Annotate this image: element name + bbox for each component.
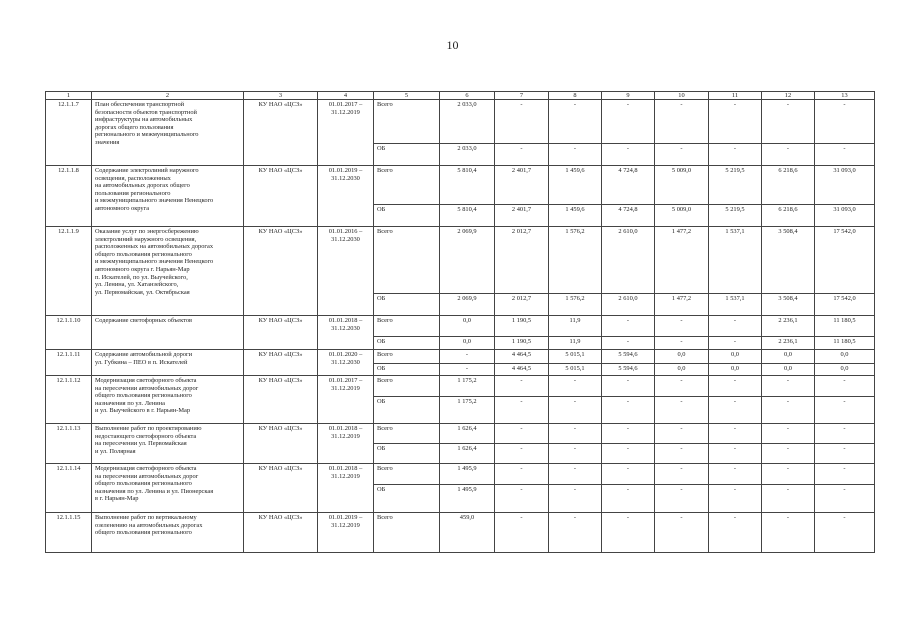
amount-cell: 0,0 [762, 350, 815, 364]
amount-cell: - [495, 424, 549, 444]
amount-cell: - [602, 513, 655, 553]
amount-cell: - [602, 397, 655, 424]
row-number: 12.1.1.7 [46, 100, 92, 166]
amount-cell: 3 508,4 [762, 227, 815, 294]
funding-source: ОБ [374, 485, 440, 513]
amount-cell: 11,9 [549, 316, 602, 337]
amount-cell: 6 218,6 [762, 205, 815, 227]
amount-cell: - [762, 485, 815, 513]
header-cell: 1 [46, 92, 92, 100]
funding-source: Всего [374, 100, 440, 144]
funding-source: ОБ [374, 205, 440, 227]
amount-cell: - [815, 376, 875, 397]
amount-cell: - [549, 144, 602, 166]
period: 01.01.2016 – 31.12.2030 [318, 227, 374, 316]
amount-cell: - [495, 376, 549, 397]
amount-cell: 2 033,0 [440, 100, 495, 144]
period: 01.01.2018 – 31.12.2019 [318, 424, 374, 464]
amount-cell: - [602, 316, 655, 337]
row-number: 12.1.1.11 [46, 350, 92, 376]
header-cell: 9 [602, 92, 655, 100]
amount-cell: - [602, 444, 655, 464]
header-cell: 2 [92, 92, 244, 100]
activity-name: Выполнение работ по вертикальному озеленению на автомобильных дорогах общего пользования регионального [92, 513, 244, 553]
amount-cell: 2 033,0 [440, 144, 495, 166]
row-number: 12.1.1.15 [46, 513, 92, 553]
funding-source: ОБ [374, 364, 440, 376]
funding-source: ОБ [374, 144, 440, 166]
header-cell: 12 [762, 92, 815, 100]
amount-cell: 2 069,9 [440, 294, 495, 316]
header-cell: 3 [244, 92, 318, 100]
amount-cell: - [815, 513, 875, 553]
amount-cell: 2 401,7 [495, 205, 549, 227]
executor: КУ НАО «ЦСЗ» [244, 350, 318, 376]
period: 01.01.2020 – 31.12.2030 [318, 350, 374, 376]
funding-source: Всего [374, 350, 440, 364]
amount-cell: - [655, 376, 709, 397]
header-row [46, 92, 875, 100]
amount-cell: 0,0 [440, 316, 495, 337]
amount-cell: 1 175,2 [440, 376, 495, 397]
executor: КУ НАО «ЦСЗ» [244, 227, 318, 316]
amount-cell: - [495, 513, 549, 553]
amount-cell: - [762, 100, 815, 144]
amount-cell: - [815, 424, 875, 444]
amount-cell: - [602, 144, 655, 166]
funding-source: Всего [374, 513, 440, 553]
amount-cell: 5 009,0 [655, 166, 709, 205]
funding-source: ОБ [374, 294, 440, 316]
funding-source: Всего [374, 376, 440, 397]
amount-cell: - [602, 337, 655, 350]
amount-cell: 4 464,5 [495, 350, 549, 364]
header-cell: 8 [549, 92, 602, 100]
amount-cell: 1 190,5 [495, 337, 549, 350]
executor: КУ НАО «ЦСЗ» [244, 166, 318, 227]
amount-cell: 4 464,5 [495, 364, 549, 376]
amount-cell: 0,0 [762, 364, 815, 376]
amount-cell: 2 069,9 [440, 227, 495, 294]
amount-cell: - [815, 464, 875, 485]
amount-cell: - [655, 464, 709, 485]
amount-cell: - [709, 397, 762, 424]
executor: КУ НАО «ЦСЗ» [244, 100, 318, 166]
row-number: 12.1.1.13 [46, 424, 92, 464]
amount-cell: - [655, 397, 709, 424]
amount-cell: - [655, 485, 709, 513]
activity-name: Содержание автомобильной дороги ул. Губкина – ПЕО в п. Искателей [92, 350, 244, 376]
amount-cell: - [762, 444, 815, 464]
table-row [46, 376, 875, 397]
amount-cell: - [602, 464, 655, 485]
amount-cell: 2 610,0 [602, 227, 655, 294]
amount-cell: 2 236,1 [762, 316, 815, 337]
funding-source: Всего [374, 316, 440, 337]
amount-cell: - [655, 444, 709, 464]
amount-cell: - [549, 424, 602, 444]
amount-cell: - [762, 464, 815, 485]
amount-cell: 1 576,2 [549, 227, 602, 294]
amount-cell: 2 012,7 [495, 227, 549, 294]
amount-cell: 11 180,5 [815, 337, 875, 350]
amount-cell: - [602, 424, 655, 444]
header-cell: 11 [709, 92, 762, 100]
amount-cell: 5 219,5 [709, 205, 762, 227]
amount-cell: 0,0 [815, 364, 875, 376]
header-cell: 6 [440, 92, 495, 100]
amount-cell: - [495, 464, 549, 485]
amount-cell: - [495, 485, 549, 513]
amount-cell: 5 219,5 [709, 166, 762, 205]
table-row [46, 464, 875, 485]
amount-cell: - [440, 350, 495, 364]
amount-cell: - [549, 376, 602, 397]
amount-cell: 1 537,1 [709, 227, 762, 294]
amount-cell: - [495, 144, 549, 166]
row-number: 12.1.1.10 [46, 316, 92, 350]
amount-cell: - [602, 376, 655, 397]
amount-cell: - [602, 100, 655, 144]
funding-source: ОБ [374, 397, 440, 424]
page-number: 10 [446, 38, 459, 52]
executor: КУ НАО «ЦСЗ» [244, 376, 318, 424]
amount-cell: - [655, 337, 709, 350]
amount-cell: - [815, 144, 875, 166]
amount-cell: 2 236,1 [762, 337, 815, 350]
row-number: 12.1.1.12 [46, 376, 92, 424]
amount-cell: 0,0 [709, 350, 762, 364]
amount-cell: 0,0 [655, 350, 709, 364]
amount-cell: - [762, 376, 815, 397]
activity-name: План обеспечения транспортной безопасности объектов транспортной инфраструктуры на автомобильных дорогах общего пользования регионального и межмуниципального значения [92, 100, 244, 166]
amount-cell: - [655, 144, 709, 166]
amount-cell: - [815, 397, 875, 424]
amount-cell: 3 508,4 [762, 294, 815, 316]
amount-cell: - [602, 485, 655, 513]
amount-cell: - [709, 316, 762, 337]
executor: КУ НАО «ЦСЗ» [244, 513, 318, 553]
amount-cell: - [709, 337, 762, 350]
amount-cell: - [495, 444, 549, 464]
amount-cell: - [815, 100, 875, 144]
row-number: 12.1.1.8 [46, 166, 92, 227]
amount-cell: 5 015,1 [549, 350, 602, 364]
amount-cell: 1 459,6 [549, 166, 602, 205]
funding-source: ОБ [374, 337, 440, 350]
row-number: 12.1.1.14 [46, 464, 92, 513]
amount-cell: 1 537,1 [709, 294, 762, 316]
amount-cell: - [440, 364, 495, 376]
activity-name: Оказание услуг по энергосбережению электролиний наружного освещения, расположенных на автомобильных дорогах общего пользования регионального и межмуниципального значения Ненецкого автономного округа г. Нарьян-Мар п. Искателей, по ул. Выучейского, ул. Ленина, ул. Хатанзейского, ул. Первомайская, ул. Октябрьская [92, 227, 244, 316]
header-cell: 7 [495, 92, 549, 100]
period: 01.01.2017 – 31.12.2019 [318, 376, 374, 424]
table-row [46, 513, 875, 553]
amount-cell: 31 093,0 [815, 166, 875, 205]
amount-cell: 1 459,6 [549, 205, 602, 227]
executor: КУ НАО «ЦСЗ» [244, 316, 318, 350]
amount-cell: 1 175,2 [440, 397, 495, 424]
amount-cell: 1 576,2 [549, 294, 602, 316]
amount-cell: - [549, 444, 602, 464]
period: 01.01.2019 – 31.12.2019 [318, 513, 374, 553]
amount-cell: - [655, 424, 709, 444]
amount-cell: - [762, 424, 815, 444]
amount-cell: 11 180,5 [815, 316, 875, 337]
table-row [46, 350, 875, 364]
amount-cell: 1 477,2 [655, 227, 709, 294]
amount-cell: 11,9 [549, 337, 602, 350]
amount-cell: - [709, 100, 762, 144]
amount-cell: - [549, 100, 602, 144]
amount-cell: 4 724,8 [602, 205, 655, 227]
activity-name: Содержание светофорных объектов [92, 316, 244, 350]
amount-cell: 0,0 [655, 364, 709, 376]
table-row [46, 227, 875, 294]
activity-name: Содержание электролиний наружного освещения, расположенных на автомобильных дорогах общего пользования регионального и межмуниципального значения Ненецкого автономного округа [92, 166, 244, 227]
amount-cell: - [655, 513, 709, 553]
activity-name: Выполнение работ по проектированию недостающего светофорного объекта на пересечении ул. Первомайская и ул. Полярная [92, 424, 244, 464]
amount-cell: - [549, 464, 602, 485]
funding-source: Всего [374, 166, 440, 205]
amount-cell: 6 218,6 [762, 166, 815, 205]
amount-cell: - [709, 513, 762, 553]
table-row [46, 316, 875, 337]
amount-cell: 5 009,0 [655, 205, 709, 227]
row-number: 12.1.1.9 [46, 227, 92, 316]
amount-cell: 5 810,4 [440, 166, 495, 205]
amount-cell: 5 810,4 [440, 205, 495, 227]
amount-cell: - [495, 100, 549, 144]
amount-cell: 31 093,0 [815, 205, 875, 227]
amount-cell: 1 190,5 [495, 316, 549, 337]
program-table [45, 91, 875, 553]
amount-cell: 2 401,7 [495, 166, 549, 205]
funding-source: Всего [374, 464, 440, 485]
amount-cell: 1 495,9 [440, 485, 495, 513]
amount-cell: 1 626,4 [440, 424, 495, 444]
amount-cell: - [549, 485, 602, 513]
amount-cell: 0,0 [440, 337, 495, 350]
period: 01.01.2017 – 31.12.2019 [318, 100, 374, 166]
header-cell: 4 [318, 92, 374, 100]
amount-cell: - [815, 444, 875, 464]
amount-cell: - [709, 464, 762, 485]
amount-cell: - [549, 513, 602, 553]
amount-cell: 17 542,0 [815, 227, 875, 294]
amount-cell: 2 610,0 [602, 294, 655, 316]
amount-cell: - [709, 144, 762, 166]
amount-cell: 1 495,9 [440, 464, 495, 485]
amount-cell: 459,0 [440, 513, 495, 553]
amount-cell: 4 724,8 [602, 166, 655, 205]
funding-source: Всего [374, 227, 440, 294]
amount-cell: 0,0 [815, 350, 875, 364]
amount-cell: - [655, 100, 709, 144]
amount-cell: - [495, 397, 549, 424]
header-cell: 10 [655, 92, 709, 100]
amount-cell: - [709, 376, 762, 397]
amount-cell: - [762, 513, 815, 553]
amount-cell: - [762, 144, 815, 166]
amount-cell: 2 012,7 [495, 294, 549, 316]
amount-cell: - [549, 397, 602, 424]
funding-source: ОБ [374, 444, 440, 464]
activity-name: Модернизация светофорного объекта на пересечении автомобильных дорог общего пользования регионального назначения по ул. Ленина и ул. Выучейского в г. Нарьян-Мар [92, 376, 244, 424]
table-row [46, 100, 875, 144]
amount-cell: - [762, 397, 815, 424]
period: 01.01.2018 – 31.12.2030 [318, 316, 374, 350]
amount-cell: 17 542,0 [815, 294, 875, 316]
amount-cell: 5 594,6 [602, 364, 655, 376]
amount-cell: 5 594,6 [602, 350, 655, 364]
activity-name: Модернизация светофорного объекта на пересечении автомобильных дорог общего пользования регионального назначения по ул. Ленина и ул. Пионерская в г. Нарьян-Мар [92, 464, 244, 513]
amount-cell: - [815, 485, 875, 513]
header-cell: 5 [374, 92, 440, 100]
amount-cell: - [655, 316, 709, 337]
amount-cell: 5 015,1 [549, 364, 602, 376]
amount-cell: - [709, 424, 762, 444]
table-row [46, 166, 875, 205]
period: 01.01.2018 – 31.12.2019 [318, 464, 374, 513]
header-cell: 13 [815, 92, 875, 100]
period: 01.01.2019 – 31.12.2030 [318, 166, 374, 227]
table-row [46, 424, 875, 444]
amount-cell: - [709, 444, 762, 464]
amount-cell: 1 626,4 [440, 444, 495, 464]
funding-source: Всего [374, 424, 440, 444]
amount-cell: 0,0 [709, 364, 762, 376]
executor: КУ НАО «ЦСЗ» [244, 424, 318, 464]
amount-cell: - [709, 485, 762, 513]
amount-cell: 1 477,2 [655, 294, 709, 316]
executor: КУ НАО «ЦСЗ» [244, 464, 318, 513]
